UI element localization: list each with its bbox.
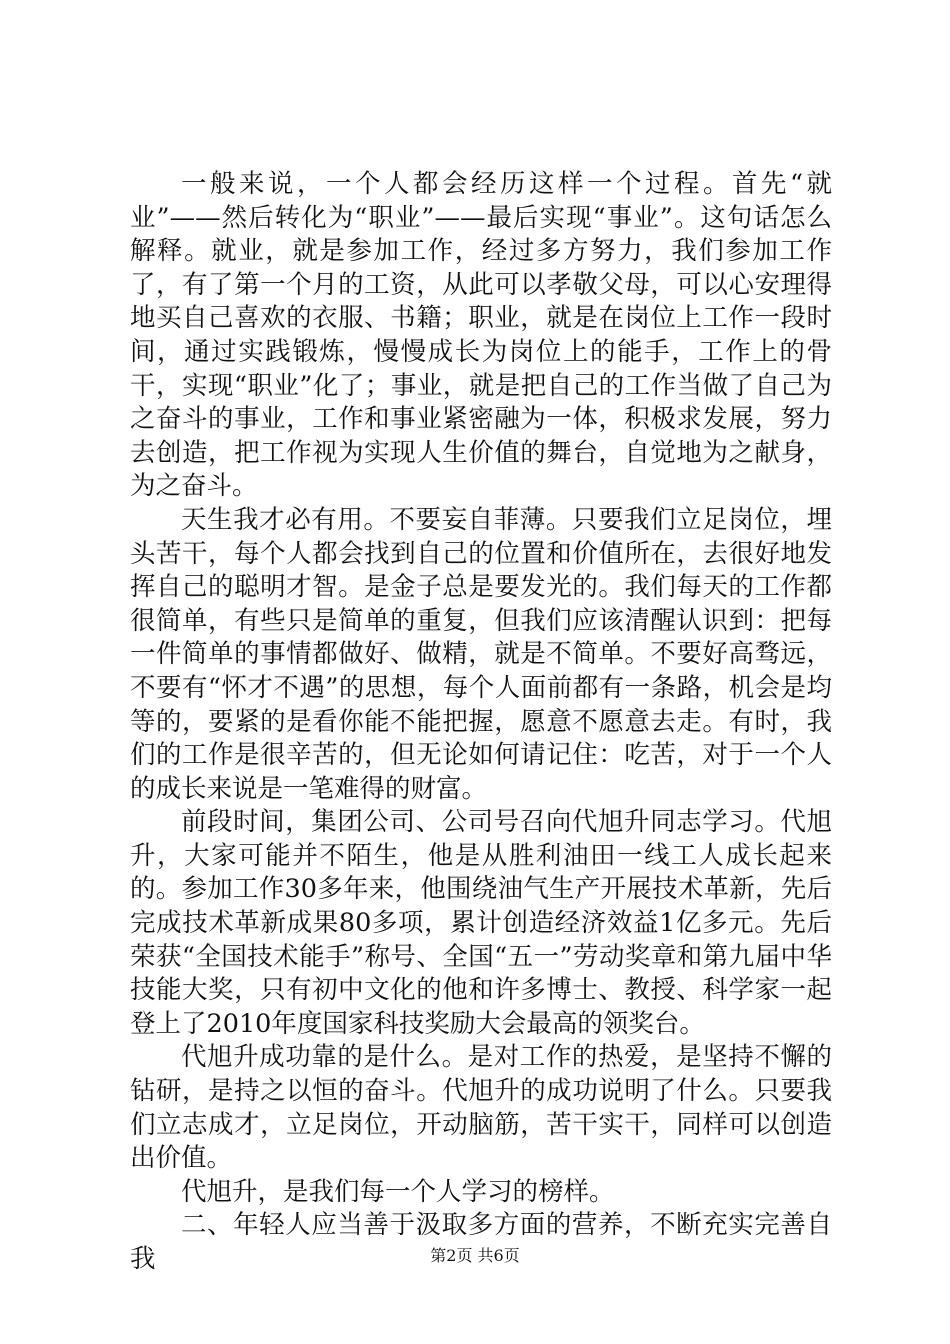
paragraph-dai-xusheng-intro: 前段时间，集团公司、公司号召向代旭升同志学习。代旭升，大家可能并不陌生，他是从胜利油田一线工人成长起来的。参加工作30多年来，他围绕油气生产开展技术革新，先后完成技术革新成果80多项，累计创造经济效益1亿多元。先后荣获“全国技术能手”称号、全国“五一”劳动奖章和第九届中华技能大奖，只有初中文化的他和许多博士、教授、科学家一起登上了2010年度国家科技奖励大会最高的领奖台。 [130, 807, 832, 1039]
page-footer: 第2页 共6页 [430, 1246, 520, 1265]
paragraph-career-stages: 一般来说，一个人都会经历这样一个过程。首先“就业”——然后转化为“职业”——最后实现“事业”。这句话怎么解释。就业，就是参加工作，经过多方努力，我们参加工作了，有了第一个月的工资，从此可以孝敬父母，可以心安理得地买自己喜欢的衣服、书籍；职业，就是在岗位上工作一段时间，通过实践锻炼，慢慢成长为岗位上的能手，工作上的骨干，实现“职业”化了；事业，就是把自己的工作当做了自己为之奋斗的事业，工作和事业紧密融为一体，积极求发展，努力去创造，把工作视为实现人生价值的舞台，自觉地为之献身，为之奋斗。 [130, 169, 832, 502]
paragraph-role-model: 代旭升，是我们每一个人学习的榜样。 [181, 1176, 615, 1207]
paragraph-self-worth: 天生我才必有用。不要妄自菲薄。只要我们立足岗位，埋头苦干，每个人都会找到自己的位置和价值所在，去很好地发挥自己的聪明才智。是金子总是要发光的。我们每天的工作都很简单，有些只是简单的重复，但我们应该清醒认识到：把每一件简单的事情都做好、做精，就是不简单。不要好高骛远，不要有“怀才不遇”的思想，每个人面前都有一条路，机会是均等的，要紧的是看你能不能把握，愿意不愿意去走。有时，我们的工作是很辛苦的，但无论如何请记住：吃苦，对于一个人的成长来说是一笔难得的财富。 [130, 504, 832, 804]
section-heading-two: 二、年轻人应当善于汲取多方面的营养，不断充实完善自我 [130, 1210, 832, 1274]
paragraph-dai-xusheng-success: 代旭升成功靠的是什么。是对工作的热爱，是坚持不懈的钻研，是持之以恒的奋斗。代旭升的成功说明了什么。只要我们立志成才，立足岗位，开动脑筋，苦干实干，同样可以创造出价值。 [130, 1042, 832, 1174]
document-body [130, 168, 832, 1277]
